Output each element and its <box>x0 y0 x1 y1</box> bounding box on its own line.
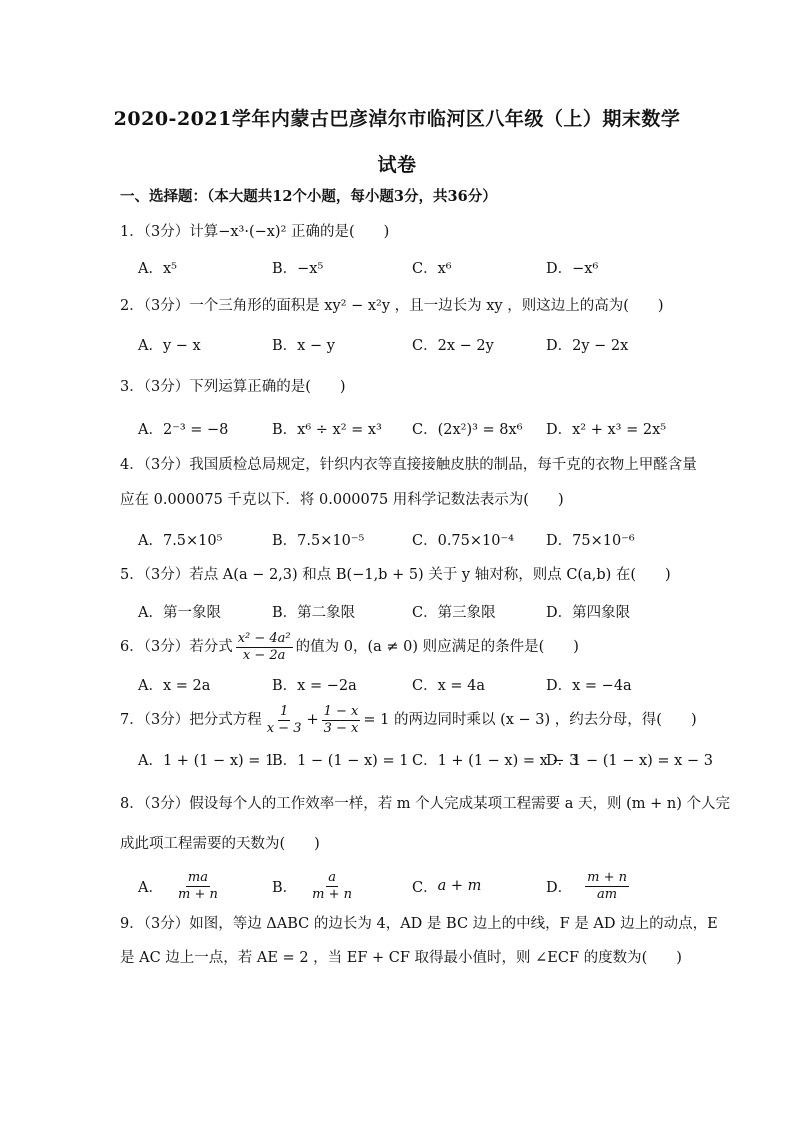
option-d: D．75×10⁻⁶ <box>546 532 635 549</box>
question-3-stem: 3．（3分）下列运算正确的是( ) <box>120 379 346 395</box>
fraction-numerator: ma <box>187 869 208 885</box>
section-heading: 一、选择题：（本大题共12个小题，每小题3分，共36分） <box>120 188 497 205</box>
option-c: C．1 + (1 − x) = x − 3 <box>412 752 579 769</box>
option-a: A．2⁻³ = −8 <box>138 421 229 438</box>
question-9-stem-line1: 9．（3分）如图，等边 ΔABC 的边长为 4，AD 是 BC 边上的中线，F 是 AD 边上的动点，E <box>120 916 718 932</box>
option-a: A．1 + (1 − x) = 1 <box>138 752 275 769</box>
question-7-fraction-1 <box>265 705 304 736</box>
option-b: B．7.5×10⁻⁵ <box>272 532 365 549</box>
fraction-numerator: 1 − x <box>323 703 359 719</box>
question-4-stem-line1: 4．（3分）我国质检总局规定，针织内衣等直接接触皮肤的制品，每千克的衣物上甲醛含量 <box>120 457 697 473</box>
option-d: D．x = −4a <box>546 677 632 694</box>
question-5-stem: 5．（3分）若点 A(a − 2,3) 和点 B(−1,b + 5) 关于 y 轴对称，则点 C(a,b) 在( ) <box>120 567 671 583</box>
option-c: C．x⁶ <box>412 260 452 277</box>
fraction-denominator: 3 − x <box>323 720 359 736</box>
option-d: D．第四象限 <box>546 604 631 621</box>
fraction-numerator: a <box>328 869 336 885</box>
question-2-stem: 2．（3分）一个三角形的面积是 xy² − x²y ，且一边长为 xy ，则这边上的高为( ) <box>120 298 664 314</box>
option-d: D．2y − 2x <box>546 337 629 354</box>
option-b: B．−x⁵ <box>272 260 324 277</box>
fraction-denominator: am <box>597 886 618 902</box>
option-d: D．−x⁶ <box>546 260 599 277</box>
fraction-numerator: m + n <box>587 869 627 885</box>
option-label: D． <box>546 879 573 896</box>
question-7-stem <box>120 702 697 738</box>
option-a: A．x⁵ <box>138 260 177 277</box>
option-c: C．2x − 2y <box>412 337 494 354</box>
option-fraction <box>585 871 629 902</box>
question-6-fraction <box>236 632 293 663</box>
option-b: B．x − y <box>272 337 335 354</box>
fraction-denominator: x − 3 <box>266 720 302 736</box>
question-7-stem-post: = 1 的两边同时乘以 (x − 3) ，约去分母，得( ) <box>363 712 697 728</box>
question-6-stem-pre: 6．（3分）若分式 <box>120 639 233 655</box>
question-9-stem-line2: 是 AC 边上一点，若 AE = 2 ，当 EF + CF 取得最小值时，则 ∠ECF 的度数为( ) <box>120 950 682 966</box>
option-c: C．第三象限 <box>412 604 496 621</box>
question-7-stem-pre: 7．（3分）把分式方程 <box>120 712 262 728</box>
fraction-denominator: m + n <box>312 886 353 902</box>
option-d: D．1 − (1 − x) = x − 3 <box>546 752 713 769</box>
option-label: B． <box>272 879 298 896</box>
question-8-stem-line1: 8．（3分）假设每个人的工作效率一样，若 m 个人完成某项工程需要 a 天，则 (m + n) 个人完 <box>120 796 731 812</box>
option-fraction <box>176 871 220 902</box>
plus-sign: + <box>306 712 319 728</box>
question-4-stem-line2: 应在 0.000075 千克以下．将 0.000075 用科学记数法表示为( ) <box>120 492 564 508</box>
option-a: A．y − x <box>138 337 201 354</box>
option-c: C．x = 4a <box>412 677 486 694</box>
option-c: C．0.75×10⁻⁴ <box>412 532 514 549</box>
option-a: A．7.5×10⁵ <box>138 532 223 549</box>
fraction-denominator: x − 2a <box>242 647 286 663</box>
option-b: B．1 − (1 − x) = 1 <box>272 752 409 769</box>
question-7-fraction-2 <box>322 705 361 736</box>
option-a <box>138 868 223 904</box>
fraction-numerator: x² − 4a² <box>237 630 291 646</box>
option-fraction <box>310 871 354 902</box>
page-title-line1: 2020-2021学年内蒙古巴彦淖尔市临河区八年级（上）期末数学 <box>113 108 681 130</box>
fraction-denominator: m + n <box>177 886 218 902</box>
question-8-stem-line2: 成此项工程需要的天数为( ) <box>120 836 320 852</box>
page-title-line2: 试卷 <box>377 154 417 176</box>
option-text: a + m <box>437 878 482 894</box>
option-b: B．x⁶ ÷ x² = x³ <box>272 421 382 438</box>
option-d: D．x² + x³ = 2x⁵ <box>546 421 667 438</box>
option-a: A．x = 2a <box>138 677 211 694</box>
question-6-stem-post: 的值为 0，(a ≠ 0) 则应满足的条件是( ) <box>295 639 579 655</box>
option-label: C． <box>412 879 438 896</box>
fraction-numerator: 1 <box>279 703 289 719</box>
option-c: C．(2x²)³ = 8x⁶ <box>412 421 523 438</box>
option-c <box>412 868 481 904</box>
question-1-stem: 1．（3分）计算−x³·(−x)² 正确的是( ) <box>120 224 390 240</box>
option-d <box>546 868 632 904</box>
question-6-stem <box>120 629 579 665</box>
option-a: A．第一象限 <box>138 604 221 621</box>
option-b: B．x = −2a <box>272 677 357 694</box>
option-b: B．第二象限 <box>272 604 356 621</box>
option-b <box>272 868 357 904</box>
option-label: A． <box>138 879 163 896</box>
